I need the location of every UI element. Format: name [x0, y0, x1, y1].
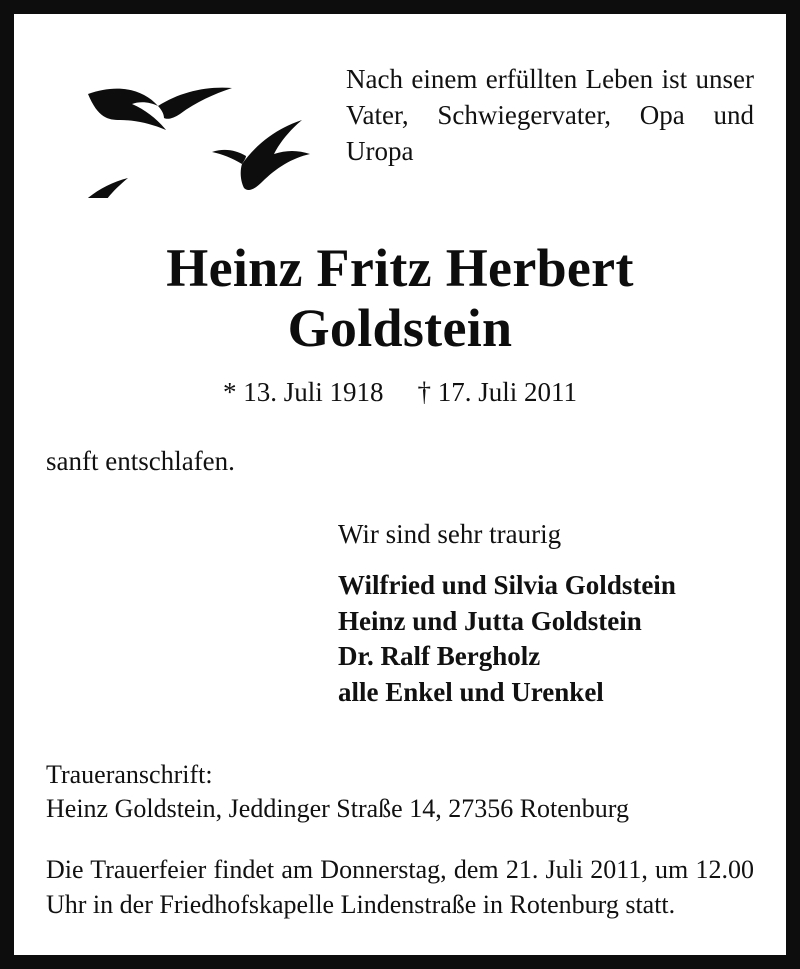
mourning-lead-text: Wir sind sehr traurig: [338, 518, 562, 549]
deceased-name-block: [46, 238, 754, 408]
header-block: [46, 36, 754, 198]
birth-date: * 13. Juli 1918: [222, 376, 384, 407]
death-date: † 17. Juli 2011: [417, 376, 578, 407]
life-dates: [46, 377, 754, 408]
intro-text: [346, 36, 754, 170]
family-member-line: Dr. Ralf Bergholz: [338, 641, 541, 672]
ceremony-text: Die Trauerfeier findet am Donnerstag, dem 21. Juli 2011, um 12.00 Uhr in der Friedhofskapelle Lindenstraße in Rotenburg statt.: [46, 855, 754, 920]
deceased-name-line-1: Heinz Fritz Herbert: [166, 238, 634, 298]
deceased-name-line-2: Goldstein: [287, 298, 513, 359]
flying-birds-icon: [46, 36, 346, 198]
ceremony-details: [46, 852, 754, 922]
mourning-address-block: [46, 758, 754, 826]
family-member-line: Wilfried und Silvia Goldstein: [338, 569, 676, 600]
address-value: Heinz Goldstein, Jeddinger Straße 14, 27356 Rotenburg: [46, 794, 629, 824]
mourners-block: [46, 519, 754, 711]
intro-paragraph: Nach einem erfüllten Leben ist unser Vater, Schwiegervater, Opa und Uropa: [346, 64, 754, 166]
family-member-line: Heinz und Jutta Goldstein: [338, 605, 642, 636]
family-member-line: alle Enkel und Urenkel: [338, 676, 604, 707]
passed-away-text: sanft entschlafen.: [46, 445, 235, 476]
address-label: Traueranschrift:: [46, 760, 213, 790]
